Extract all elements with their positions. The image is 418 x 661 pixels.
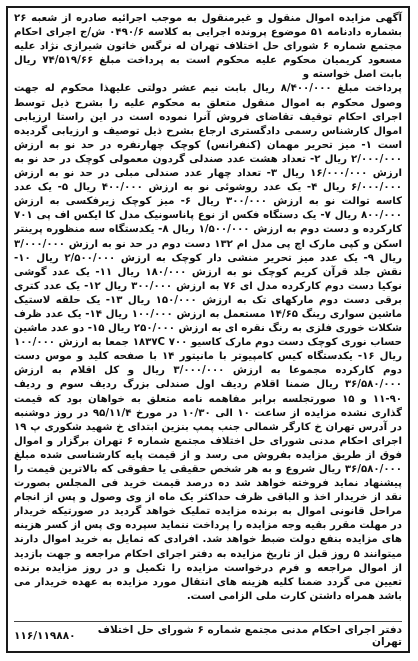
notice-code: ۱۱۶/۱۱۹۸۸۰ — [14, 630, 76, 642]
notice-footer — [14, 621, 402, 648]
notice-body: پرداخت مبلغ ۸/۴۰۰/۰۰۰ ریال بابت نیم عشر دولتی علیهذا محکوم له جهت وصول محکوم به اموال منقول متعلق به محکوم علیه را بشرح ذیل توسط اجرای احکام توقیف تقاضای فروش آنرا نموده است در این راستا ارزیابی اموال کارشناس رسمی دادگستری ارجاع بشرح ذیل توصیف و ارزیابی گردیده است ۱- میز تحریر مهمان (کنفرانس) کوچک چهارنفره در حد نو به ارزش ۲/۰۰۰/۰۰۰ ریال ۲- تعداد هشت عدد صندلی گردون معمولی کوچک در حد نو به ارزش ۱۶/۰۰۰/۰۰۰ ریال ۳- تعداد چهار عدد صندلی مبلی در حد نو به ارزش ۶/۰۰۰/۰۰۰ ریال ۴- یک عدد روشوئی نو به ارزش ۴۰۰/۰۰۰ ریال ۵- یک عدد کاسه توالت نو به ارزش ۳۰۰/۰۰۰ ریال ۶- میز کوچک زیرفکسی به ارزش ۸۰۰/۰۰۰ ریال ۷- یک دستگاه فکس از نوع پاناسونیک مدل کا ایکس اف پی ۷۰۱ کارکرده و دست دوم به ارزش ۱/۵۰۰/۰۰۰ ریال ۸- یکدستگاه سه منظوره پرینتر اسکن و کپی مارک اچ پی مدل ام ۱۳۲ دست دوم در حد نو به ارزش ۳/۰۰۰/۰۰۰ ریال ۹- یک عدد میز تحریر منشی دار کوچک به ارزش ۲/۵۰۰/۰۰۰ ریال ۱۰- نقش جلد قرآن کریم کوچک نو به ارزش ۱۸۰/۰۰۰ ریال ۱۱- یک عدد گوشی نوکیا دست دوم کارکرده مدل ای ۷۶ به ارزش ۳۰۰/۰۰۰ ریال ۱۲- یک عدد کتری برقی دست دوم مارکهای تک به ارزش ۱۵۰/۰۰۰ ریال ۱۳- یک حلقه لاستیک ماشین سواری رینگ ۱۴/۶۵ مستعمل به ارزش ۱۰۰/۰۰۰ ریال ۱۴- یک عدد ظرف شکلات خوری فلزی به رنگ نقره ای به ارزش ۲۵۰/۰۰۰ ریال ۱۵- دو عدد ماشین حساب نوری کوچک دست دوم مارک کاسیو ۱۸۳۷C ۷۰۰ جمعا به ارزش ۱۰۰/۰۰۰ ریال ۱۶- یکدستگاه کیس کامپیوتر با مانیتور ۱۴ با صفحه کلید و موس دست دوم کارکرده مجموعا به ارزش ۳/۰۰۰/۰۰۰ ریال و کل اقلام به ارزش ۳۶/۵۸۰/۰۰۰ ریال ضمنا اقلام ردیف اول صندلی بزرگ ردیف سوم و ردیف ۹۰-۱۱ و ۱۵ صورتجلسه برابر مفاهمه نامه متعلق به خواهان بود که قیمت گذاری نشده مزایده از ساعت ۱۰ الی ۱۰/۳۰ در مورخ ۹۵/۱۱/۴ در روز دوشنبه در آدرس تهران خ کارگر شمالی جنب پمپ بنزین ابتدای خ شهید شکوری پ ۱۹ اجرای احکام مدنی شورای حل اختلاف مجتمع شماره ۶ تهران برگزار و اموال فوق از طریق مزایده بفروش می رسد و از قیمت پایه کارشناسی شده مبلغ ۳۶/۵۸۰/۰۰۰ ریال شروع و به هر شخص حقیقی یا حقوقی که بالاترین قیمت را پیشنهاد نماید فروخته خواهد شد ده درصد قیمت خرید فی المجلس بصورت نقد از خریدار اخذ و الباقی ظرف حداکثر یک ماه از وی وصول و پس از انجام مراحل قانونی اموال به برنده مزایده تملیک خواهد گردید در صورتیکه خریدار در مهلت مقرر بقیه وجه مزایده را پرداخت ننماید سپرده وی پس از کسر هزینه های مزایده بنفع دولت ضبط خواهد شد. افرادی که تمایل به خرید اموال دارند میتوانند ۵ روز قبل از تاریخ مزایده به دفتر اجرای احکام مراجعه و جهت بازدید از اموال مراجعه و فرم درخواست مزایده را تکمیل و در روز مزایده برنده تعیین می گردد ضمنا کلیه هزینه های انتقال مورد مزایده به عهده خریدار می باشد همراه داشتن کارت ملی الزامی است. — [14, 83, 402, 602]
auction-notice — [6, 6, 410, 653]
notice-heading: آگهی مزایده اموال منقول و غیرمنقول به موجب اجرائیه صادره از شعبه ۲۶ بشماره دادنامه ۵۱ موضوع پرونده اجرایی به کلاسه ۰۴۹۰/۶ ش/ج اجرای احکام مجتمع شماره ۶ شورای حل اختلاف تهران له نرگس خاتون شیرازی نژاد علیه مسعود کریمیان محکوم علیه محکوم است به پرداخت مبلغ ۷۴/۵۱۹/۶۶ ریال بابت اصل خواسته و — [14, 13, 402, 81]
issuing-office: دفتر اجرای احکام مدنی مجتمع شماره ۶ شورای حل اختلاف تهران — [97, 624, 402, 648]
